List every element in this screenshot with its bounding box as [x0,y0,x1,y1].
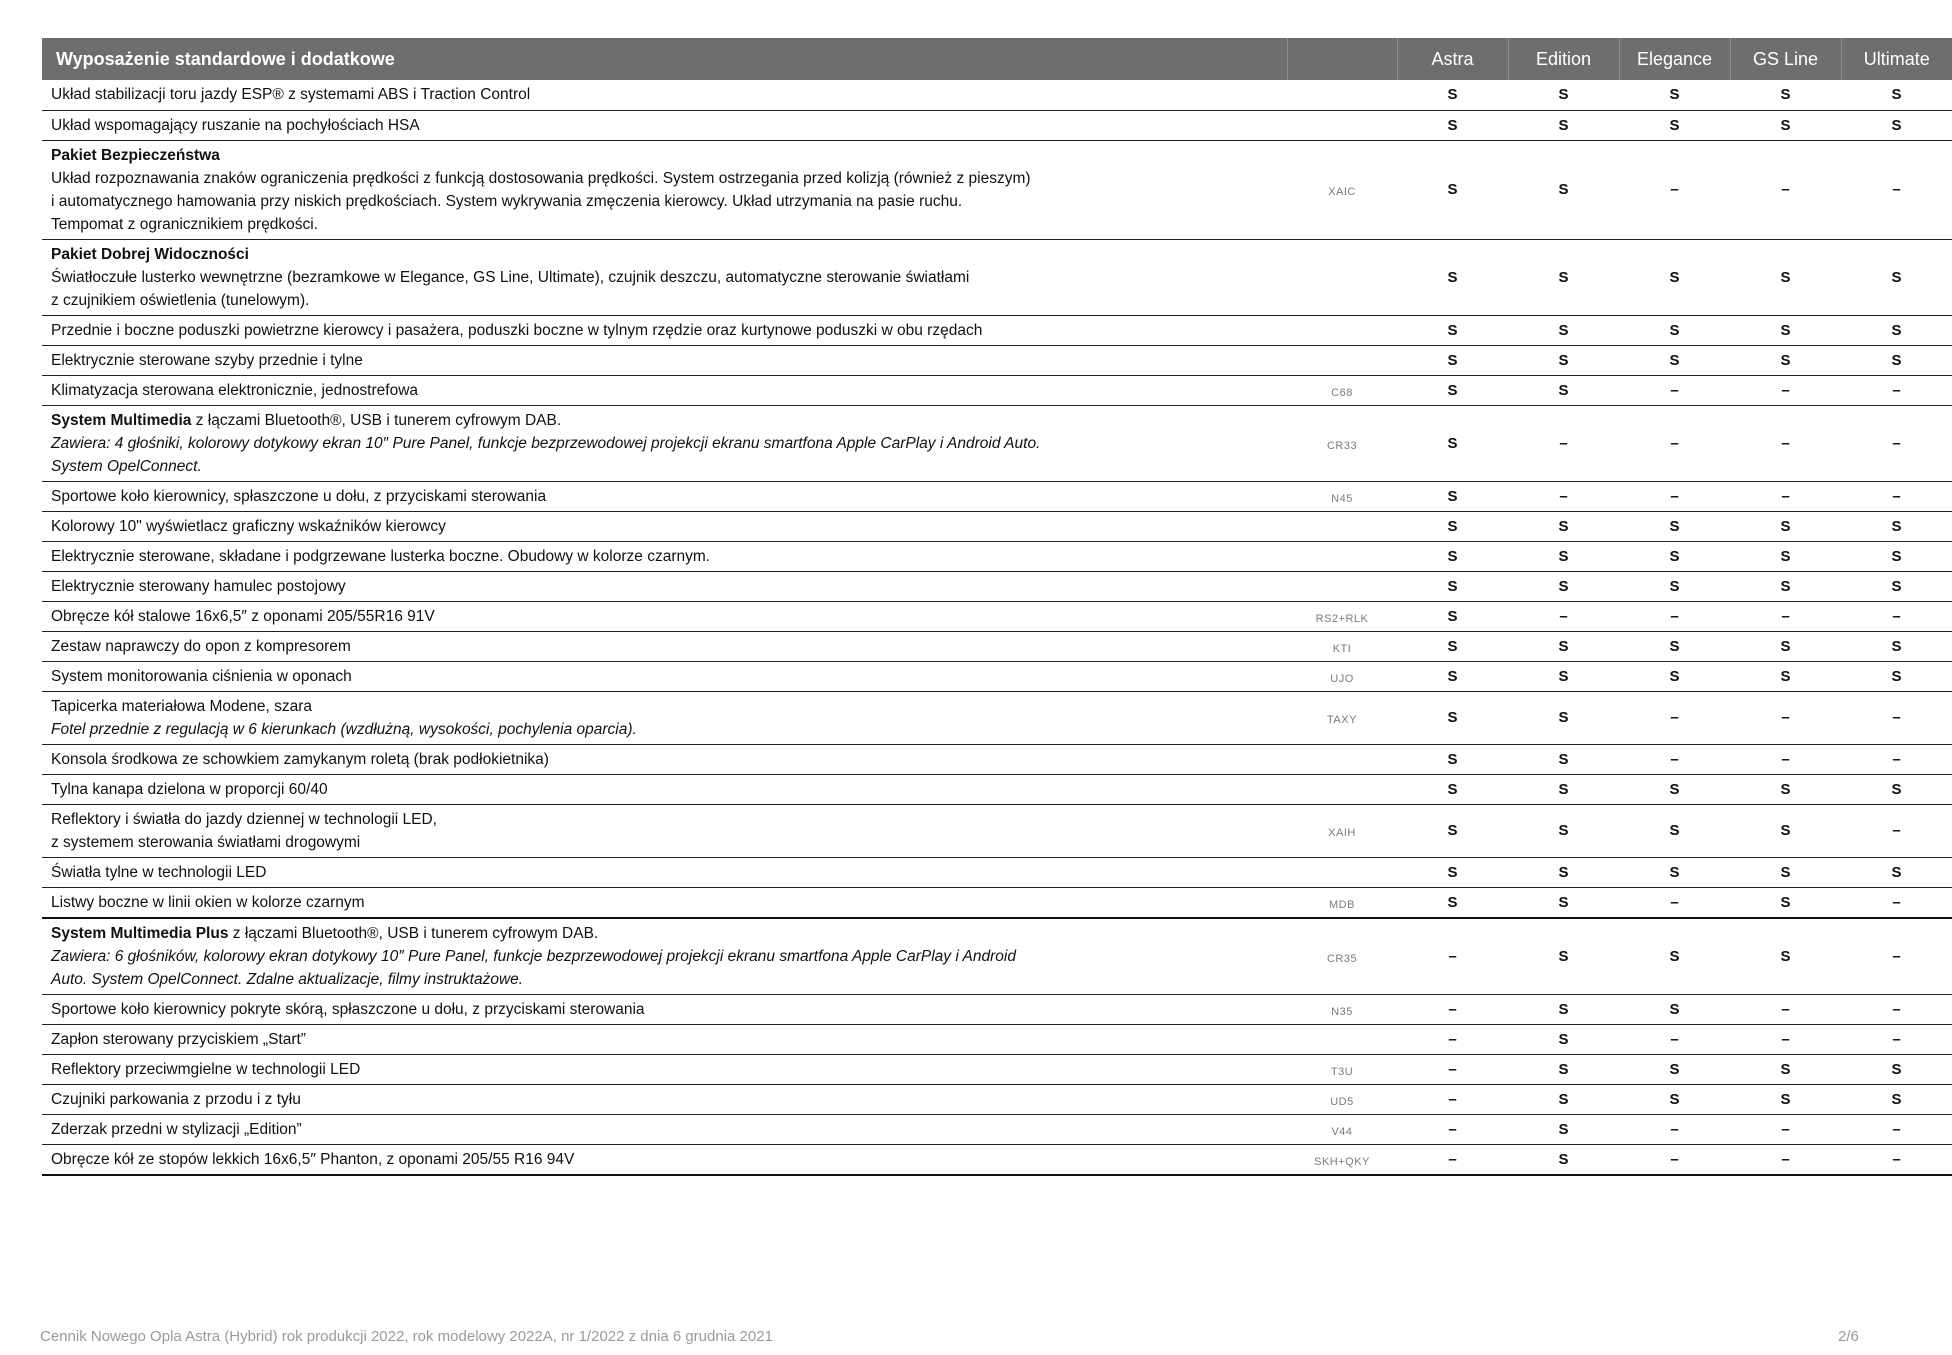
description-line: Fotel przednie z regulacją w 6 kierunkach (wzdłużną, wysokości, pochylenia oparcia). [51,720,637,738]
availability-gs-line: S [1780,1090,1791,1108]
availability-ultimate: – [1892,893,1901,911]
option-code [1287,774,1397,804]
table-row [42,80,1952,110]
availability-astra: S [1447,487,1458,505]
feature-description [42,744,1287,774]
availability-elegance: S [1669,517,1680,535]
availability-elegance: – [1670,1150,1679,1168]
availability-astra: – [1448,1000,1457,1018]
option-code: UJO [1330,672,1354,685]
feature-description [42,1054,1287,1084]
table-row [42,315,1952,345]
table-header [42,38,1952,80]
availability-gs-line: – [1781,1000,1790,1018]
feature-description [42,1084,1287,1114]
availability-astra: S [1447,86,1458,104]
description-line: Zawiera: 4 głośniki, kolorowy dotykowy ekran 10″ Pure Panel, funkcje bezprzewodowej projekcji ekranu smartfona Apple CarPlay i Android Auto. [51,434,1041,452]
availability-astra: S [1447,709,1458,726]
feature-description [42,239,1287,315]
availability-astra: S [1447,667,1458,685]
table-row [42,571,1952,601]
feature-description [42,1144,1287,1175]
availability-edition: S [1558,947,1569,965]
option-code [1287,345,1397,375]
table-row [42,857,1952,887]
description-line: Sportowe koło kierownicy pokryte skórą, spłaszczone u dołu, z przyciskami sterowania [51,1000,645,1018]
availability-edition: S [1558,321,1569,339]
description-line [51,409,1279,432]
availability-gs-line: S [1780,268,1791,286]
availability-edition: S [1558,381,1569,399]
equipment-page [42,38,1930,1176]
table-row [42,887,1952,918]
table-row [42,774,1952,804]
availability-ultimate: – [1892,487,1901,505]
description-line: Auto. System OpelConnect. Zdalne aktualizacje, filmy instruktażowe. [51,970,524,988]
table-row [42,541,1952,571]
availability-ultimate: – [1892,434,1901,452]
availability-elegance: S [1669,667,1680,685]
description-line: Zderzak przedni w stylizacji „Edition” [51,1120,302,1138]
availability-astra: – [1448,1150,1457,1168]
description-text: z łączami Bluetooth®, USB i tunerem cyfrowym DAB. [191,411,562,429]
variant-header-astra: Astra [1397,38,1508,80]
availability-astra: S [1447,116,1458,134]
feature-description [42,918,1287,995]
availability-astra: – [1448,1120,1457,1138]
option-code: N35 [1331,1005,1353,1018]
description-line: Sportowe koło kierownicy, spłaszczone u dołu, z przyciskami sterowania [51,487,547,505]
description-line: Tylna kanapa dzielona w proporcji 60/40 [51,780,328,798]
option-code: V44 [1331,1125,1353,1138]
table-row [42,1114,1952,1144]
availability-edition: S [1558,1120,1569,1138]
description-line: Listwy boczne w linii okien w kolorze czarnym [51,893,365,911]
table-row [42,110,1952,140]
description-line: Obręcze kół stalowe 16x6,5″ z oponami 205/55R16 91V [51,607,435,625]
variant-header-gs-line: GS Line [1730,38,1841,80]
availability-gs-line: S [1780,1060,1791,1078]
availability-astra: S [1447,517,1458,535]
availability-astra: – [1448,1090,1457,1108]
feature-description [42,994,1287,1024]
feature-description [42,541,1287,571]
availability-gs-line: – [1781,1120,1790,1138]
feature-description [42,80,1287,110]
table-row [42,345,1952,375]
availability-elegance: S [1669,116,1680,134]
availability-elegance: – [1670,487,1679,505]
option-code: XAIC [1328,186,1356,198]
table-row [42,140,1952,239]
availability-astra: S [1447,434,1458,452]
availability-ultimate: – [1892,381,1901,399]
availability-edition: S [1558,116,1569,134]
availability-astra: S [1447,547,1458,565]
availability-gs-line: S [1780,351,1791,369]
option-code: XAIH [1328,827,1356,839]
availability-gs-line: S [1780,116,1791,134]
variant-header-edition: Edition [1508,38,1619,80]
availability-edition: S [1558,577,1569,595]
table-row [42,239,1952,315]
availability-gs-line: S [1780,547,1791,565]
table-row [42,631,1952,661]
availability-astra: S [1447,780,1458,798]
availability-gs-line: – [1781,607,1790,625]
availability-astra: S [1447,750,1458,768]
feature-description [42,1114,1287,1144]
option-code [1287,511,1397,541]
availability-elegance: S [1669,577,1680,595]
table-row [42,1054,1952,1084]
table-row [42,375,1952,405]
feature-description [42,804,1287,857]
option-code: C68 [1331,386,1353,399]
description-line: Pakiet Dobrej Widoczności [51,245,249,263]
availability-elegance: S [1669,1000,1680,1018]
option-code [1287,239,1397,315]
availability-edition: – [1559,434,1568,452]
availability-ultimate: S [1891,780,1902,798]
description-line: Obręcze kół ze stopów lekkich 16x6,5″ Phanton, z oponami 205/55 R16 94V [51,1150,575,1168]
availability-edition: S [1558,1150,1569,1168]
feature-description [42,345,1287,375]
availability-gs-line: – [1781,381,1790,399]
option-code [1287,1024,1397,1054]
availability-edition: S [1558,1030,1569,1048]
feature-description [42,631,1287,661]
description-line: z systemem sterowania światłami drogowymi [51,833,361,851]
variant-header-elegance: Elegance [1619,38,1730,80]
option-code: CR35 [1326,952,1358,965]
availability-gs-line: – [1781,487,1790,505]
feature-description [42,375,1287,405]
availability-astra: S [1447,822,1458,839]
description-line: Reflektory przeciwmgielne w technologii LED [51,1060,361,1078]
table-row [42,1024,1952,1054]
availability-edition: S [1558,863,1569,881]
description-line: Światłoczułe lusterko wewnętrzne (bezramkowe w Elegance, GS Line, Ultimate), czujnik deszczu, automatyczne sterowanie światłami [51,268,970,286]
description-bold-prefix: System Multimedia [51,411,192,429]
availability-elegance: S [1669,86,1680,104]
availability-elegance: S [1669,947,1680,965]
availability-ultimate: S [1891,577,1902,595]
description-line: Kolorowy 10" wyświetlacz graficzny wskaźników kierowcy [51,517,446,535]
description-line: Układ rozpoznawania znaków ograniczenia prędkości z funkcją dostosowania prędkości. System ostrzegania przed kolizją (również z pieszym) [51,169,1031,187]
availability-edition: S [1558,1060,1569,1078]
availability-edition: S [1558,667,1569,685]
table-body [42,80,1952,1175]
availability-gs-line: – [1781,181,1790,198]
availability-elegance: S [1669,780,1680,798]
feature-description [42,601,1287,631]
availability-ultimate: S [1891,1060,1902,1078]
availability-elegance: S [1669,547,1680,565]
availability-gs-line: S [1780,863,1791,881]
availability-edition: S [1558,517,1569,535]
availability-gs-line: S [1780,822,1791,839]
option-code: N45 [1331,492,1353,505]
availability-gs-line: – [1781,750,1790,768]
availability-ultimate: S [1891,547,1902,565]
availability-ultimate: – [1892,607,1901,625]
feature-description [42,110,1287,140]
description-line: Zestaw naprawczy do opon z kompresorem [51,637,351,655]
availability-gs-line: S [1780,893,1791,911]
description-line: Elektrycznie sterowany hamulec postojowy [51,577,346,595]
availability-astra: S [1447,321,1458,339]
availability-edition: S [1558,709,1569,726]
option-code [1287,80,1397,110]
availability-ultimate: – [1892,181,1901,198]
description-line: Elektrycznie sterowane szyby przednie i tylne [51,351,363,369]
description-line: Tapicerka materiałowa Modene, szara [51,697,313,715]
availability-astra: S [1447,351,1458,369]
table-row [42,804,1952,857]
availability-gs-line: S [1780,667,1791,685]
availability-elegance: S [1669,268,1680,286]
table-row [42,511,1952,541]
availability-elegance: – [1670,607,1679,625]
description-line: Reflektory i światła do jazdy dziennej w technologii LED, [51,810,437,828]
availability-ultimate: S [1891,637,1902,655]
availability-elegance: S [1669,1060,1680,1078]
availability-astra: S [1447,181,1458,198]
availability-elegance: S [1669,321,1680,339]
table-row [42,691,1952,744]
availability-elegance: – [1670,709,1679,726]
availability-edition: S [1558,822,1569,839]
availability-astra: – [1448,947,1457,965]
table-row [42,481,1952,511]
feature-description [42,661,1287,691]
availability-astra: S [1447,893,1458,911]
option-code: RS2+RLK [1315,612,1369,625]
feature-description [42,887,1287,918]
availability-gs-line: S [1780,321,1791,339]
availability-gs-line: S [1780,780,1791,798]
description-line: Tempomat z ogranicznikiem prędkości. [51,215,319,233]
variant-header-ultimate: Ultimate [1841,38,1952,80]
table-row [42,994,1952,1024]
feature-description [42,774,1287,804]
table-row [42,918,1952,995]
availability-edition: – [1559,607,1568,625]
option-code: TAXY [1327,714,1357,726]
feature-description [42,511,1287,541]
availability-astra: S [1447,863,1458,881]
availability-edition: S [1558,1090,1569,1108]
availability-elegance: S [1669,637,1680,655]
availability-gs-line: S [1780,577,1791,595]
description-line: Zapłon sterowany przyciskiem „Start” [51,1030,306,1048]
availability-gs-line: S [1780,517,1791,535]
availability-elegance: S [1669,351,1680,369]
description-line: Czujniki parkowania z przodu i z tyłu [51,1090,301,1108]
option-code: KTI [1332,642,1352,655]
availability-ultimate: S [1891,863,1902,881]
availability-astra: – [1448,1030,1457,1048]
availability-gs-line: S [1780,86,1791,104]
option-code: UD5 [1330,1095,1354,1108]
availability-elegance: – [1670,1120,1679,1138]
description-bold-prefix: System Multimedia Plus [51,924,229,942]
availability-elegance: S [1669,822,1680,839]
description-line: Konsola środkowa ze schowkiem zamykanym roletą (brak podłokietnika) [51,750,549,768]
table-title: Wyposażenie standardowe i dodatkowe [56,48,395,69]
feature-description [42,140,1287,239]
availability-elegance: S [1669,863,1680,881]
description-line: System monitorowania ciśnienia w oponach [51,667,352,685]
availability-ultimate: S [1891,116,1902,134]
availability-ultimate: S [1891,517,1902,535]
table-row [42,601,1952,631]
feature-description [42,405,1287,481]
availability-edition: S [1558,1000,1569,1018]
option-code [1287,541,1397,571]
availability-elegance: – [1670,181,1679,198]
feature-description [42,315,1287,345]
description-line: Elektrycznie sterowane, składane i podgrzewane lusterka boczne. Obudowy w kolorze czarnym. [51,547,711,565]
availability-edition: – [1559,487,1568,505]
description-line: z czujnikiem oświetlenia (tunelowym). [51,291,310,309]
availability-edition: S [1558,351,1569,369]
feature-description [42,857,1287,887]
availability-ultimate: – [1892,1030,1901,1048]
description-line: Pakiet Bezpieczeństwa [51,146,220,164]
table-row [42,1084,1952,1114]
availability-ultimate: – [1892,947,1901,965]
option-code: SKH+QKY [1314,1155,1370,1168]
option-code [1287,857,1397,887]
feature-description [42,481,1287,511]
description-line: System OpelConnect. [51,457,202,475]
code-column-header [1287,38,1397,80]
option-code [1287,744,1397,774]
availability-edition: S [1558,780,1569,798]
availability-ultimate: – [1892,709,1901,726]
availability-ultimate: – [1892,1000,1901,1018]
description-line: Klimatyzacja sterowana elektronicznie, jednostrefowa [51,381,419,399]
availability-gs-line: S [1780,947,1791,965]
availability-astra: S [1447,607,1458,625]
availability-elegance: S [1669,1090,1680,1108]
availability-astra: S [1447,577,1458,595]
availability-ultimate: – [1892,822,1901,839]
availability-elegance: – [1670,1030,1679,1048]
description-line: Światła tylne w technologii LED [51,863,267,881]
description-line: Zawiera: 6 głośników, kolorowy ekran dotykowy 10″ Pure Panel, funkcje bezprzewodowej projekcji ekranu smartfona Apple CarPlay i Android [51,947,1016,965]
availability-ultimate: S [1891,321,1902,339]
option-code: MDB [1329,898,1355,911]
availability-ultimate: S [1891,268,1902,286]
option-code: T3U [1330,1065,1354,1078]
availability-edition: S [1558,181,1569,198]
availability-elegance: – [1670,893,1679,911]
footer-text: Cennik Nowego Opla Astra (Hybrid) rok produkcji 2022, rok modelowy 2022A, nr 1/2022 z dnia 6 grudnia 2021 [40,1328,773,1345]
feature-description [42,691,1287,744]
availability-gs-line: – [1781,709,1790,726]
option-code [1287,571,1397,601]
equipment-table [42,38,1952,1176]
availability-ultimate: S [1891,1090,1902,1108]
availability-ultimate: – [1892,1150,1901,1168]
page-number: 2/6 [1838,1328,1859,1345]
option-code: CR33 [1326,439,1358,452]
description-line: i automatycznego hamowania przy niskich prędkościach. System wykrywania zmęczenia kierowcy. Układ utrzymania na pasie ruchu. [51,192,963,210]
availability-edition: S [1558,86,1569,104]
availability-astra: – [1448,1060,1457,1078]
availability-ultimate: S [1891,86,1902,104]
availability-edition: S [1558,750,1569,768]
description-line: Układ wspomagający ruszanie na pochyłościach HSA [51,116,420,134]
description-line [51,922,1279,945]
feature-description [42,571,1287,601]
availability-elegance: – [1670,381,1679,399]
availability-edition: S [1558,637,1569,655]
table-row [42,1144,1952,1175]
availability-gs-line: S [1780,637,1791,655]
availability-astra: S [1447,268,1458,286]
availability-gs-line: – [1781,1030,1790,1048]
availability-ultimate: S [1891,667,1902,685]
description-text: z łączami Bluetooth®, USB i tunerem cyfrowym DAB. [228,924,599,942]
availability-edition: S [1558,893,1569,911]
table-row [42,405,1952,481]
description-line: Przednie i boczne poduszki powietrzne kierowcy i pasażera, poduszki boczne w tylnym rzędzie oraz kurtynowe poduszki w obu rzędach [51,321,983,339]
feature-description [42,1024,1287,1054]
availability-ultimate: – [1892,750,1901,768]
description-line: Układ stabilizacji toru jazdy ESP® z systemami ABS i Traction Control [51,86,531,104]
table-row [42,661,1952,691]
availability-elegance: – [1670,750,1679,768]
availability-astra: S [1447,381,1458,399]
availability-edition: S [1558,547,1569,565]
availability-gs-line: – [1781,1150,1790,1168]
availability-elegance: – [1670,434,1679,452]
availability-gs-line: – [1781,434,1790,452]
option-code [1287,315,1397,345]
availability-astra: S [1447,637,1458,655]
availability-edition: S [1558,268,1569,286]
availability-ultimate: S [1891,351,1902,369]
option-code [1287,110,1397,140]
table-row [42,744,1952,774]
availability-ultimate: – [1892,1120,1901,1138]
